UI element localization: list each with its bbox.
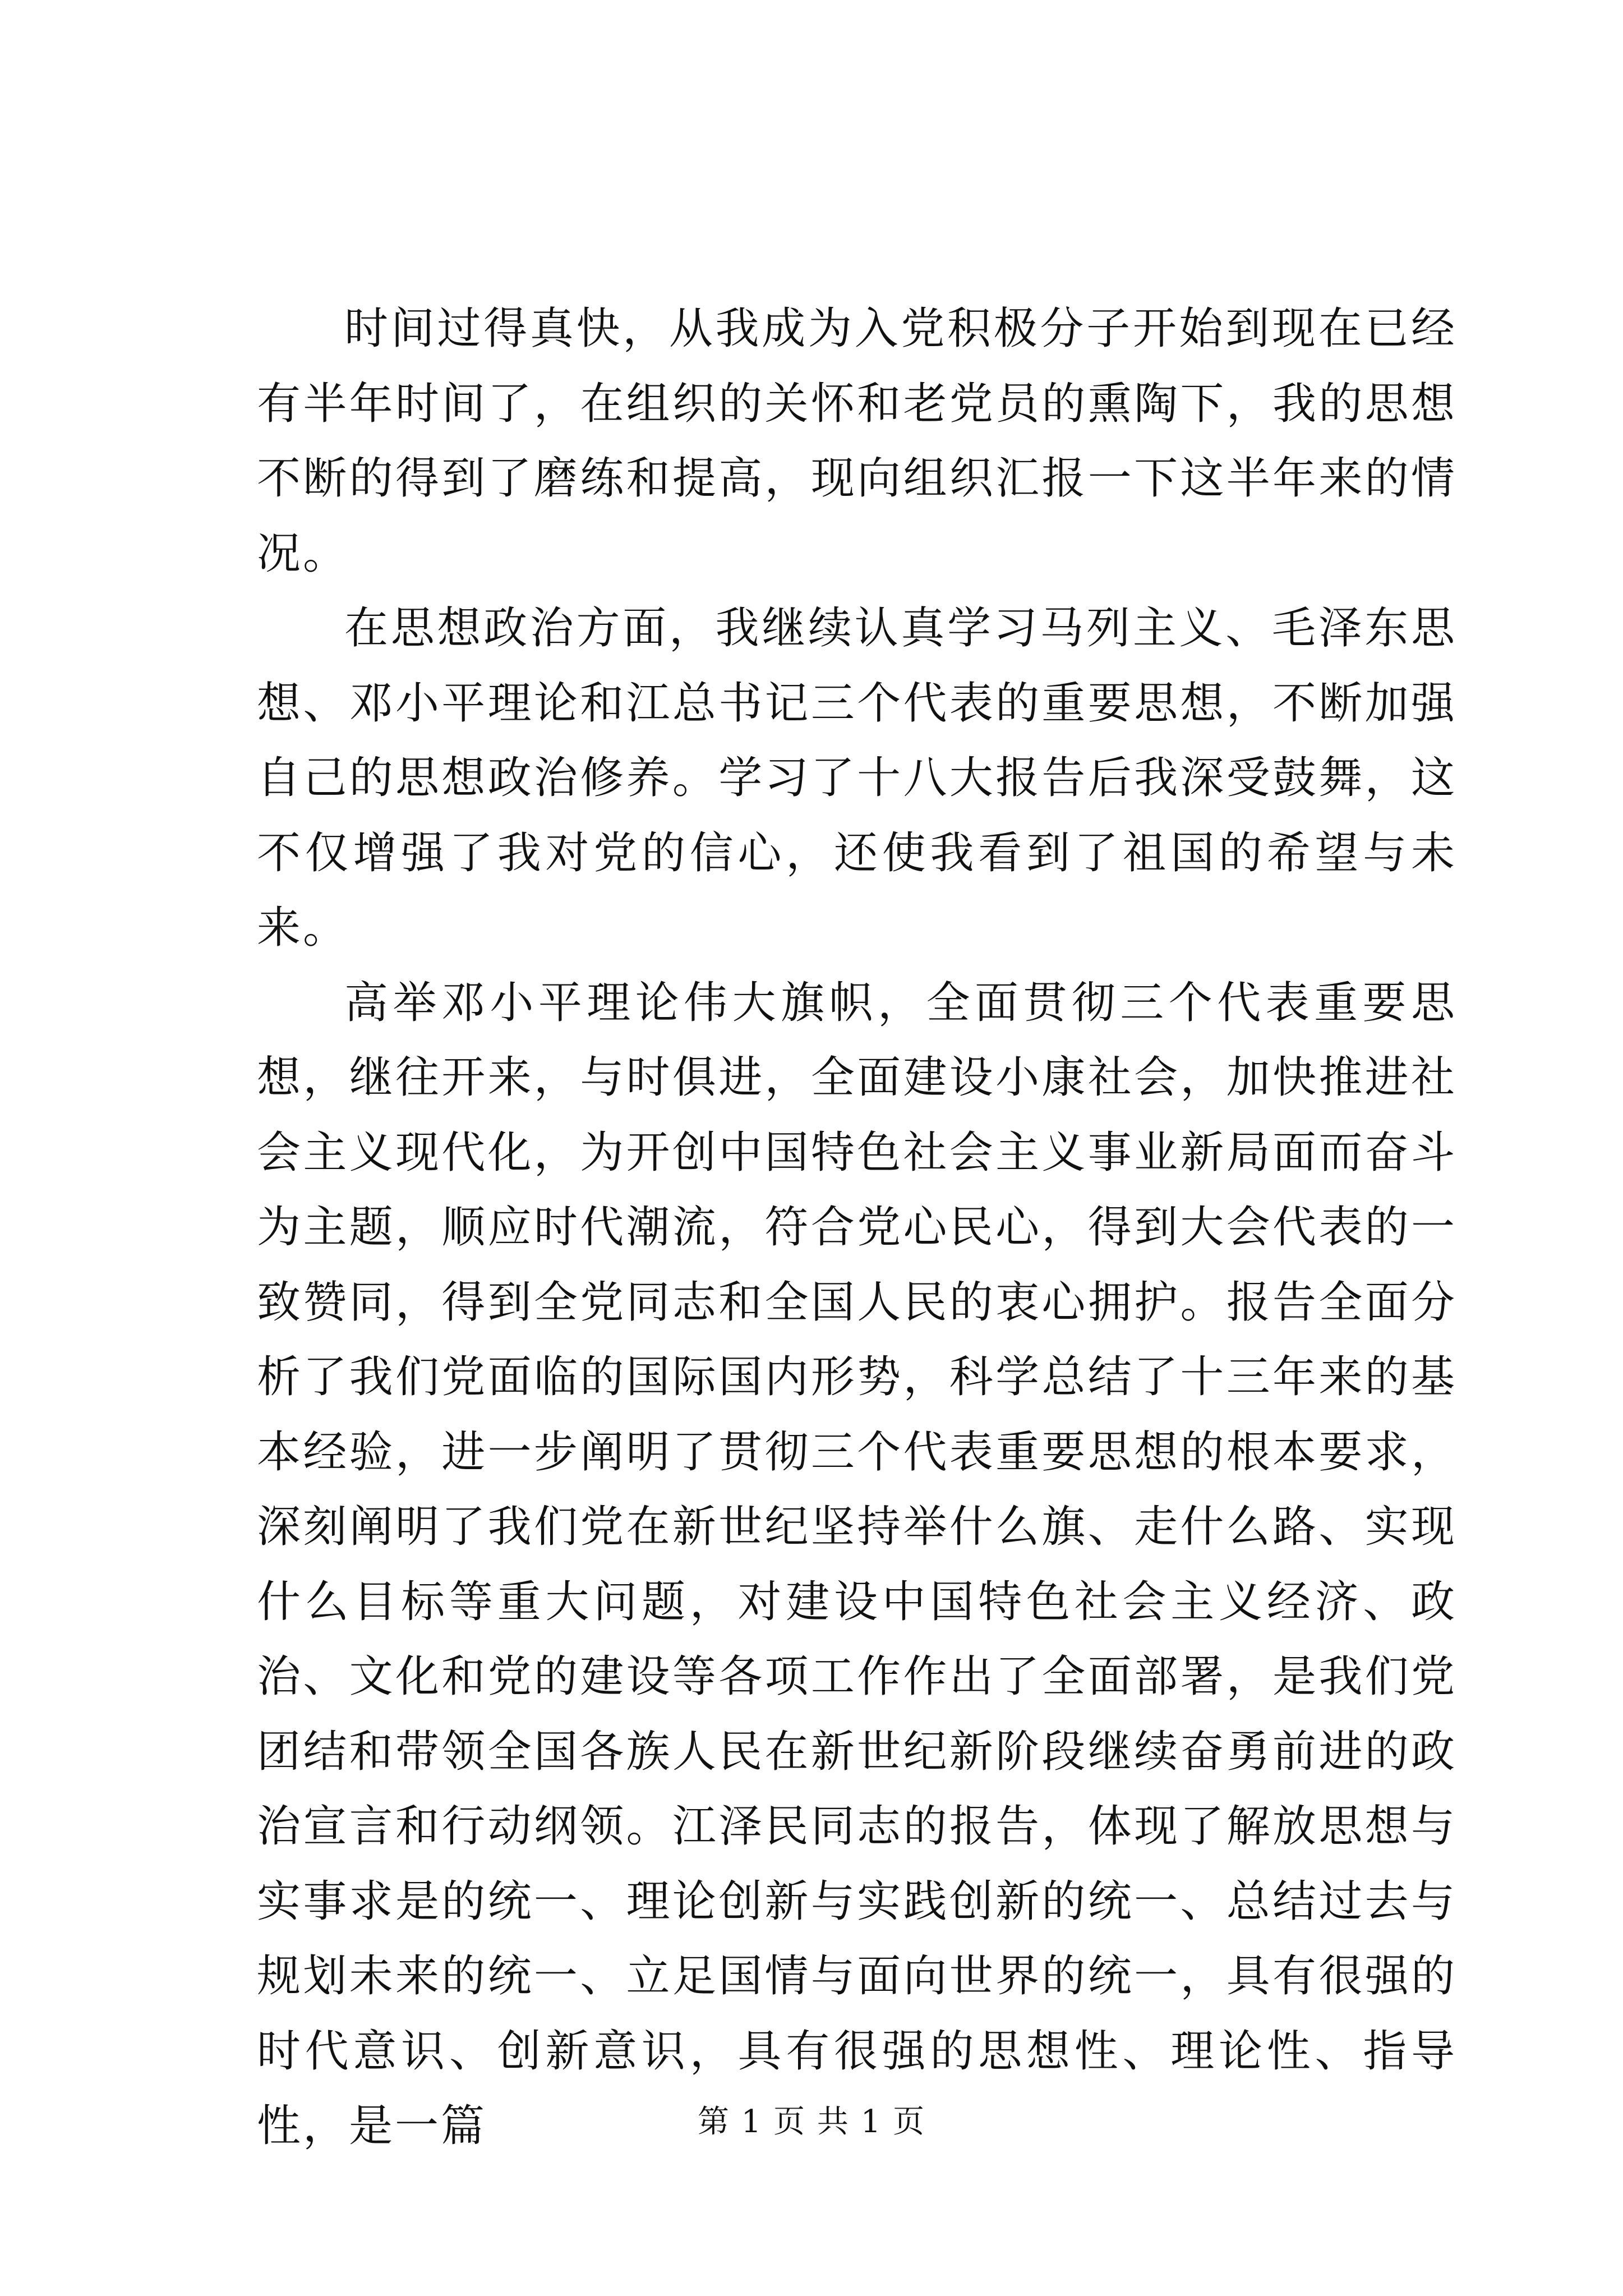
paragraph-2: 在思想政治方面，我继续认真学习马列主义、毛泽东思想、邓小平理论和江总书记三个代表的重要思想，不断加强自己的思想政治修养。学习了十八大报告后我深受鼓舞，这不仅增强了我对党的信心，还使我看到了祖国的希望与未来。 — [257, 603, 1457, 953]
paragraph-1: 时间过得真快，从我成为入党积极分子开始到现在已经有半年时间了，在组织的关怀和老党员的熏陶下，我的思想不断的得到了磨练和提高，现向组织汇报一下这半年来的情况。 — [257, 303, 1457, 579]
paragraph-3: 高举邓小平理论伟大旗帜，全面贯彻三个代表重要思想，继往开来，与时俱进，全面建设小康社会，加快推进社会主义现代化，为开创中国特色社会主义事业新局面而奋斗为主题，顺应时代潮流，符合党心民心，得到大会代表的一致赞同，得到全党同志和全国人民的衷心拥护。报告全面分析了我们党面临的国际国内形势，科学总结了十三年来的基本经验，进一步阐明了贯彻三个代表重要思想的根本要求，深刻阐明了我们党在新世纪坚持举什么旗、走什么路、实现什么目标等重大问题，对建设中国特色社会主义经济、政治、文化和党的建设等各项工作作出了全面部署，是我们党团结和带领全国各族人民在新世纪新阶段继续奋勇前进的政治宣言和行动纲领。江泽民同志的报告，体现了解放思想与实事求是的统一、理论创新与实践创新的统一、总结过去与规划未来的统一、立足国情与面向世界的统一，具有很强的时代意识、创新意识，具有很强的思想性、理论性、指导性，是一篇 — [257, 977, 1457, 2151]
document-body — [257, 292, 1457, 2164]
page-number-footer: 第 1 页 共 1 页 — [697, 2104, 926, 2140]
